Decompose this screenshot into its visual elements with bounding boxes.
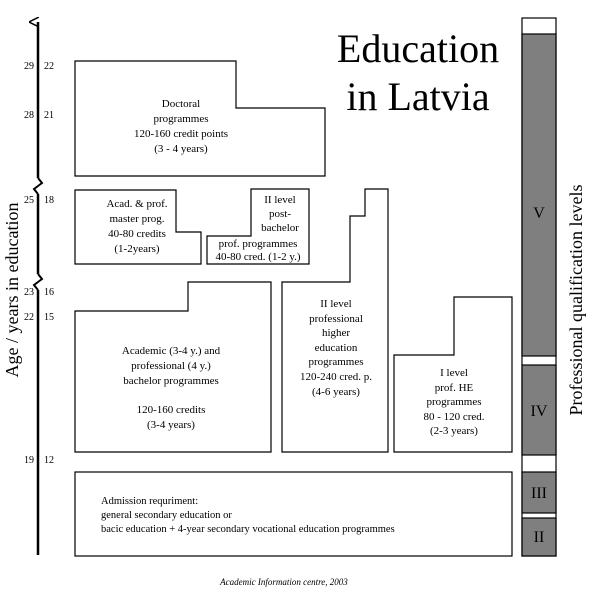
svg-text:I level: I level	[440, 367, 468, 379]
svg-text:Doctoral: Doctoral	[161, 98, 201, 110]
svg-text:Academic (3-4 y.) and: Academic (3-4 y.) and	[121, 345, 221, 357]
years-tick-16: 16	[44, 287, 54, 298]
svg-text:40-80 cred. (1-2 y.): 40-80 cred. (1-2 y.)	[215, 251, 301, 263]
svg-text:120-160 credit points: 120-160 credit points	[133, 128, 229, 140]
svg-text:(2-3 years): (2-3 years)	[430, 425, 478, 437]
svg-text:prof. HE: prof. HE	[434, 382, 474, 394]
svg-text:40-80 credits: 40-80 credits	[108, 228, 166, 240]
svg-text:bacic education + 4-year secon: bacic education + 4-year secondary vocational education programmes	[101, 524, 395, 535]
svg-text:(3-4 years): (3-4 years)	[147, 419, 195, 431]
svg-text:programmes: programmes	[308, 356, 364, 368]
years-tick-18: 18	[44, 195, 54, 206]
svg-text:bachelor: bachelor	[261, 222, 299, 234]
svg-text:II level: II level	[264, 194, 296, 206]
svg-text:80 - 120 cred.: 80 - 120 cred.	[423, 411, 485, 423]
years-tick-12: 12	[44, 455, 54, 466]
svg-text:(3 - 4 years): (3 - 4 years)	[154, 143, 208, 155]
svg-text:programmes: programmes	[153, 113, 209, 125]
level-v-label: V	[533, 205, 545, 222]
svg-text:(1-2years): (1-2years)	[114, 243, 160, 255]
svg-text:Admission requriment:: Admission requriment:	[101, 496, 199, 507]
years-tick-22: 22	[44, 61, 54, 72]
svg-text:120-240 cred. p.: 120-240 cred. p.	[299, 371, 373, 383]
svg-text:education: education	[314, 342, 358, 354]
qualification-bar	[522, 18, 556, 556]
svg-text:Acad. & prof.: Acad. & prof.	[106, 198, 168, 210]
title-line-1: Education	[336, 26, 500, 71]
age-tick-29: 29	[24, 61, 34, 72]
svg-text:professional (4 y.): professional (4 y.)	[131, 360, 211, 372]
svg-text:general secondary education or: general secondary education or	[101, 510, 232, 521]
level-iii-label: III	[531, 485, 547, 502]
svg-text:professional: professional	[309, 313, 363, 325]
qualification-axis-label: Professional qualification levels	[566, 184, 586, 416]
svg-text:II level: II level	[320, 298, 352, 310]
svg-text:prof. programmes: prof. programmes	[218, 238, 298, 250]
level-v-segment	[522, 34, 556, 356]
level-ii-label: II	[533, 529, 545, 546]
svg-text:120-160 credits: 120-160 credits	[136, 404, 206, 416]
age-tick-28: 28	[24, 110, 34, 121]
years-tick-21: 21	[44, 110, 54, 121]
svg-text:programmes: programmes	[426, 396, 482, 408]
age-tick-23: 23	[24, 287, 34, 298]
age-axis	[34, 22, 42, 555]
svg-text:higher: higher	[321, 327, 351, 339]
level-iv-label: IV	[530, 403, 548, 420]
title-line-2: in Latvia	[346, 74, 490, 119]
age-tick-22: 22	[24, 312, 34, 323]
age-tick-19: 19	[24, 455, 34, 466]
age-tick-25: 25	[24, 195, 34, 206]
svg-text:bachelor programmes: bachelor programmes	[123, 375, 219, 387]
years-tick-15: 15	[44, 312, 54, 323]
footer-credit: Academic Information centre, 2003	[220, 577, 348, 587]
age-axis-label: Age / years in education	[2, 202, 22, 378]
svg-text:post-: post-	[269, 208, 291, 220]
svg-text:master prog.: master prog.	[109, 213, 165, 225]
svg-text:(4-6 years): (4-6 years)	[312, 386, 360, 398]
